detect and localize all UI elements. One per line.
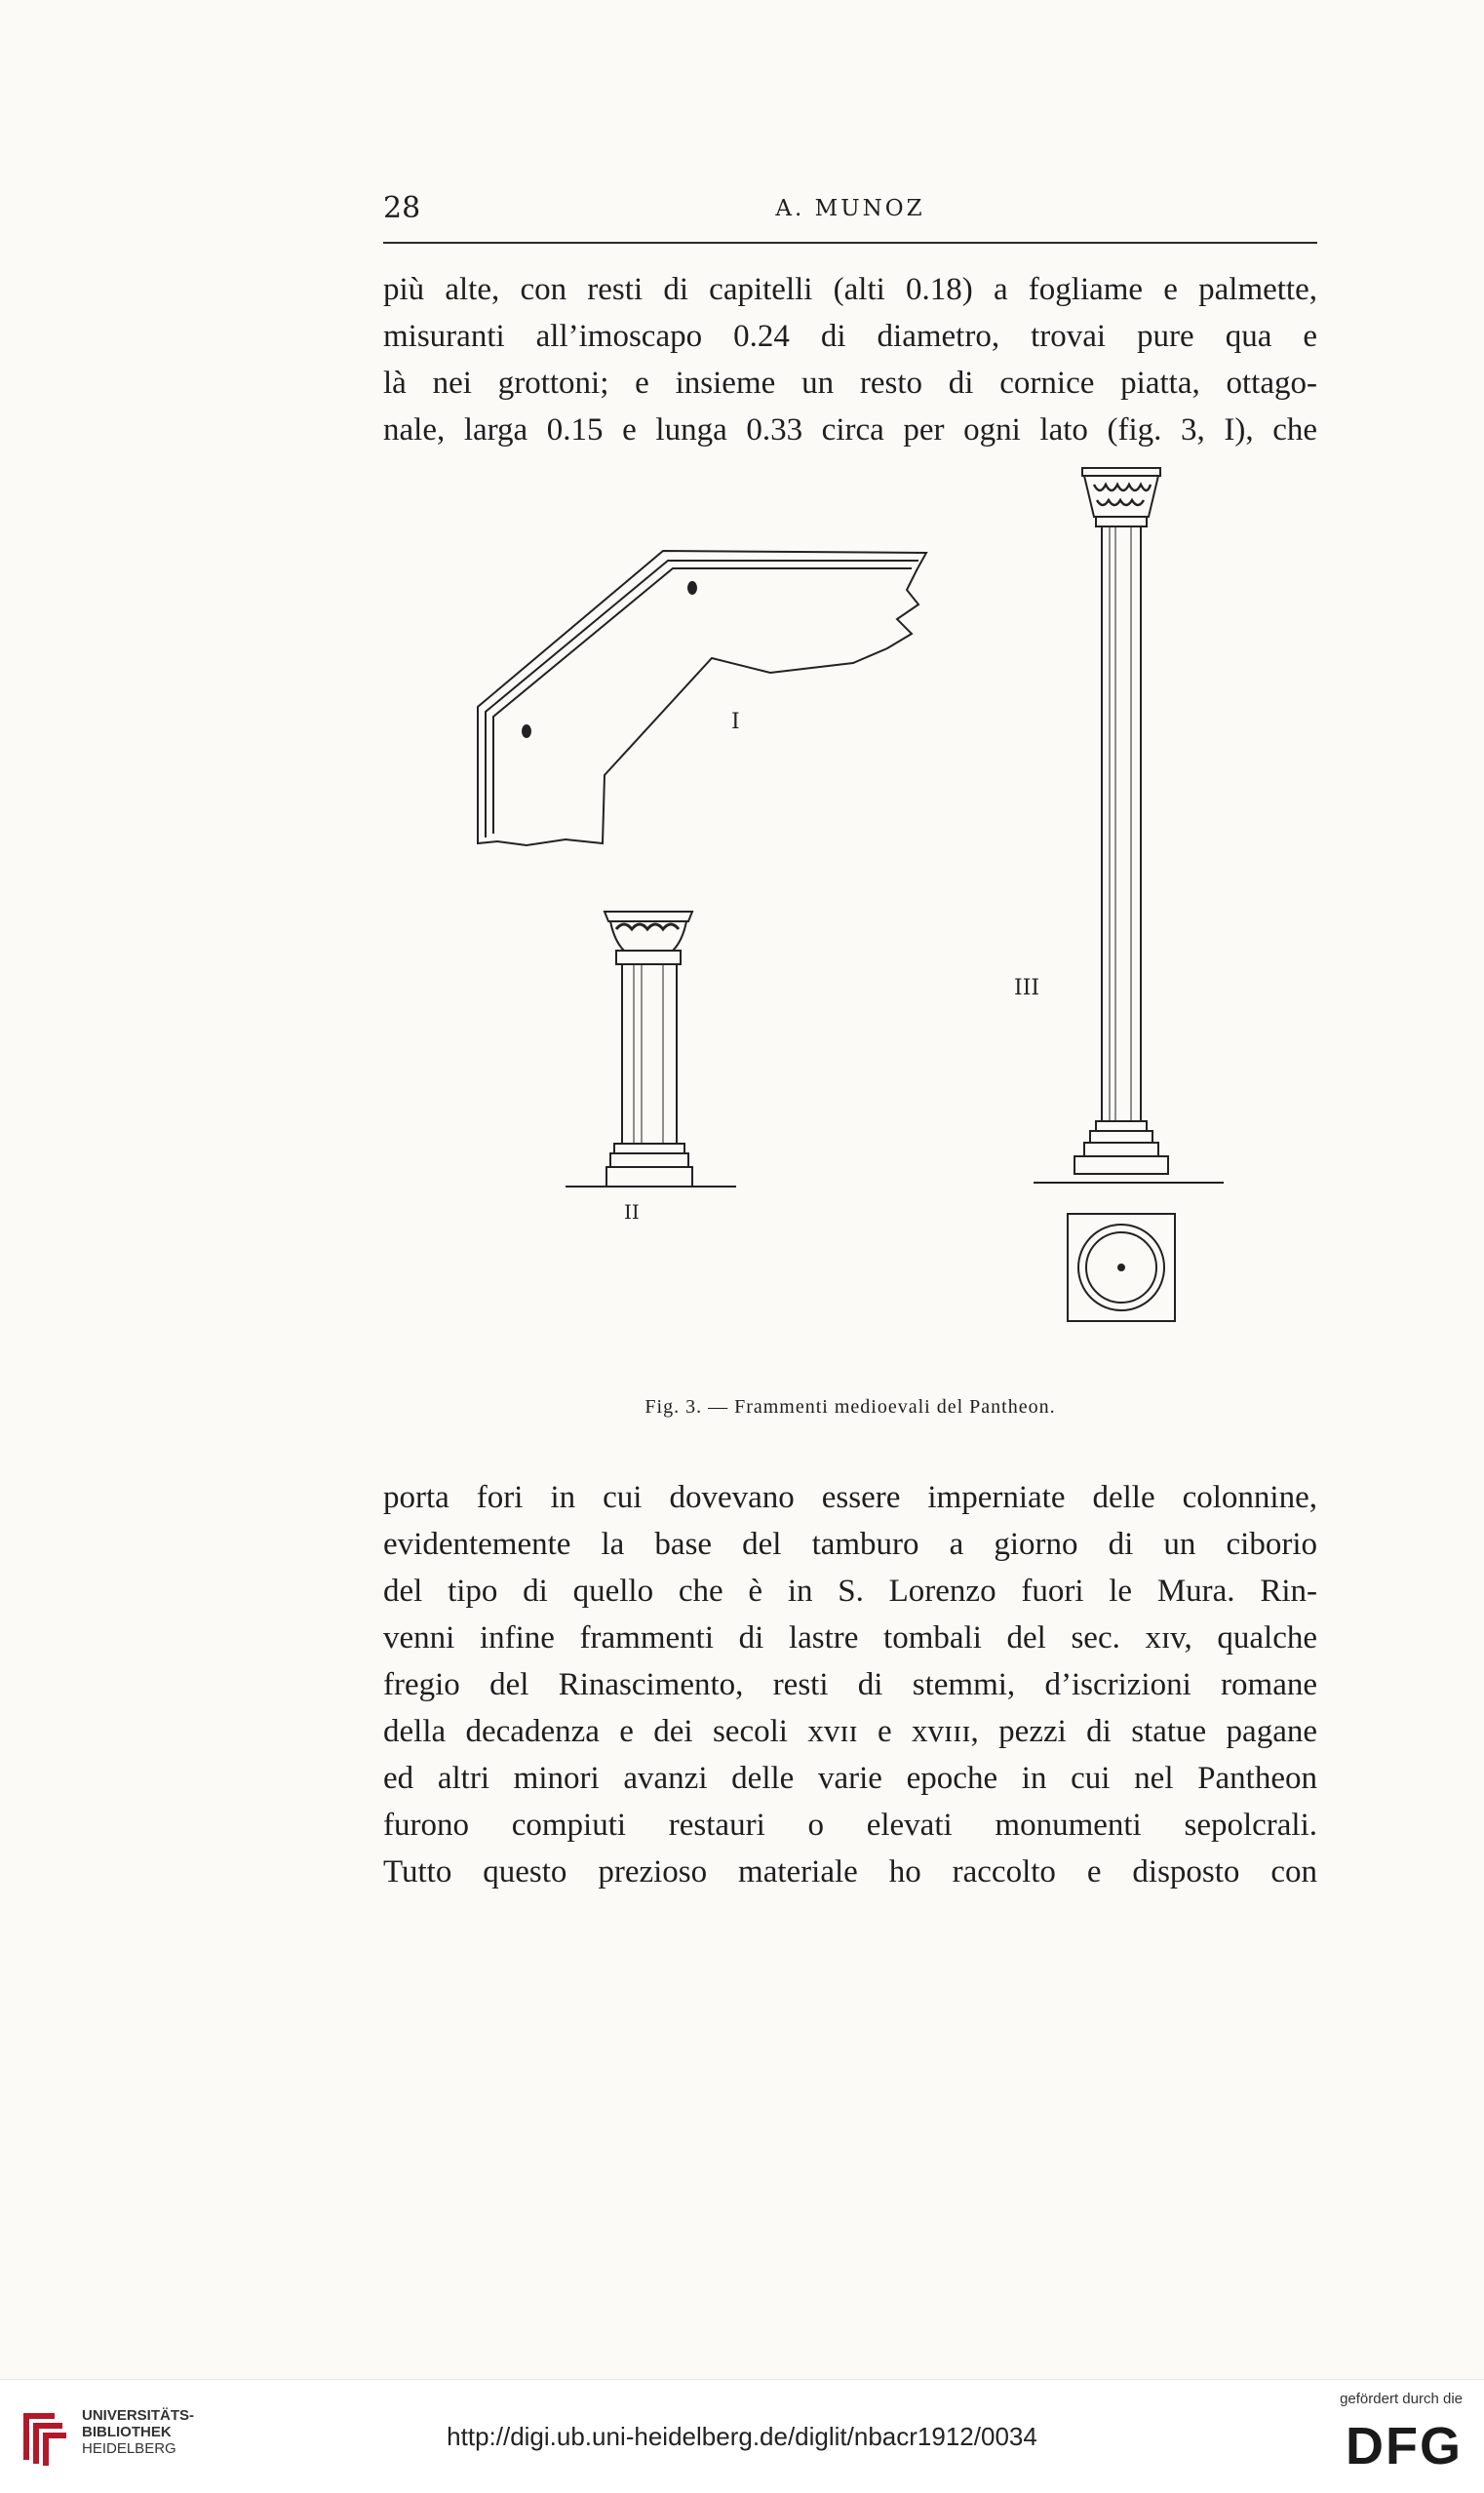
running-head [383,191,1317,238]
page-number: 28 [383,191,421,225]
text-line: del tipo di quello che è in S. Lorenzo fuori le Mura. Rin- [383,1574,1317,1609]
text-line: fregio del Rinascimento, resti di stemmi, d’iscrizioni romane [383,1667,1317,1702]
text-line: nale, larga 0.15 e lunga 0.33 circa per ogni lato (fig. 3, I), che [383,412,1317,448]
dfg-logo: DFG [1346,2417,1463,2475]
text-line: furono compiuti restauri o elevati monumenti sepolcrali. [383,1808,1317,1843]
paragraph-bottom [383,1474,1317,1895]
running-title: A. MUNOZ [775,196,925,221]
text-line: là nei grottoni; e insieme un resto di cornice piatta, ottago- [383,366,1317,401]
text-line: Tutto questo prezioso materiale ho raccolto e disposto con [383,1854,1317,1889]
small-column-drawing [566,912,736,1187]
library-line-3: HEIDELBERG [82,2440,176,2457]
library-line-2: BIBLIOTHEK [82,2424,172,2440]
label-fragment-3: III [1014,976,1040,1000]
text-line: ed altri minori avanzi delle varie epoche in cui nel Pantheon [383,1761,1317,1796]
paragraph-top [383,266,1317,453]
text-line: venni infine frammenti di lastre tombali del sec. xɪv, qualche [383,1620,1317,1656]
text-line: della decadenza e dei secoli xᴠɪɪ e xᴠɪɪɪ, pezzi di statue pagane [383,1714,1317,1749]
permalink-url[interactable]: http://digi.ub.uni-heidelberg.de/diglit/nbacr1912/0034 [447,2422,1037,2451]
text-line: porta fori in cui dovevano essere imperniate delle colonnine, [383,1480,1317,1515]
figure-illustration [468,463,1229,1399]
label-fragment-2: II [624,1200,640,1224]
text-line: più alte, con resti di capitelli (alti 0.18) a fogliame e palmette, [383,272,1317,307]
cornice-fragment-drawing [478,551,926,845]
figure-caption: Fig. 3. — Frammenti medioevali del Pantheon. [644,1396,1056,1418]
text-line: evidentemente la base del tamburo a giorno di un ciborio [383,1527,1317,1562]
text-line: misuranti all’imoscapo 0.24 di diametro, trovai pure qua e [383,319,1317,354]
funding-label: gefördert durch die [1340,2391,1463,2407]
header-rule [383,242,1317,244]
label-fragment-1: I [731,710,740,734]
tall-column-drawing [1034,468,1224,1321]
library-line-1: UNIVERSITÄTS- [82,2407,195,2424]
